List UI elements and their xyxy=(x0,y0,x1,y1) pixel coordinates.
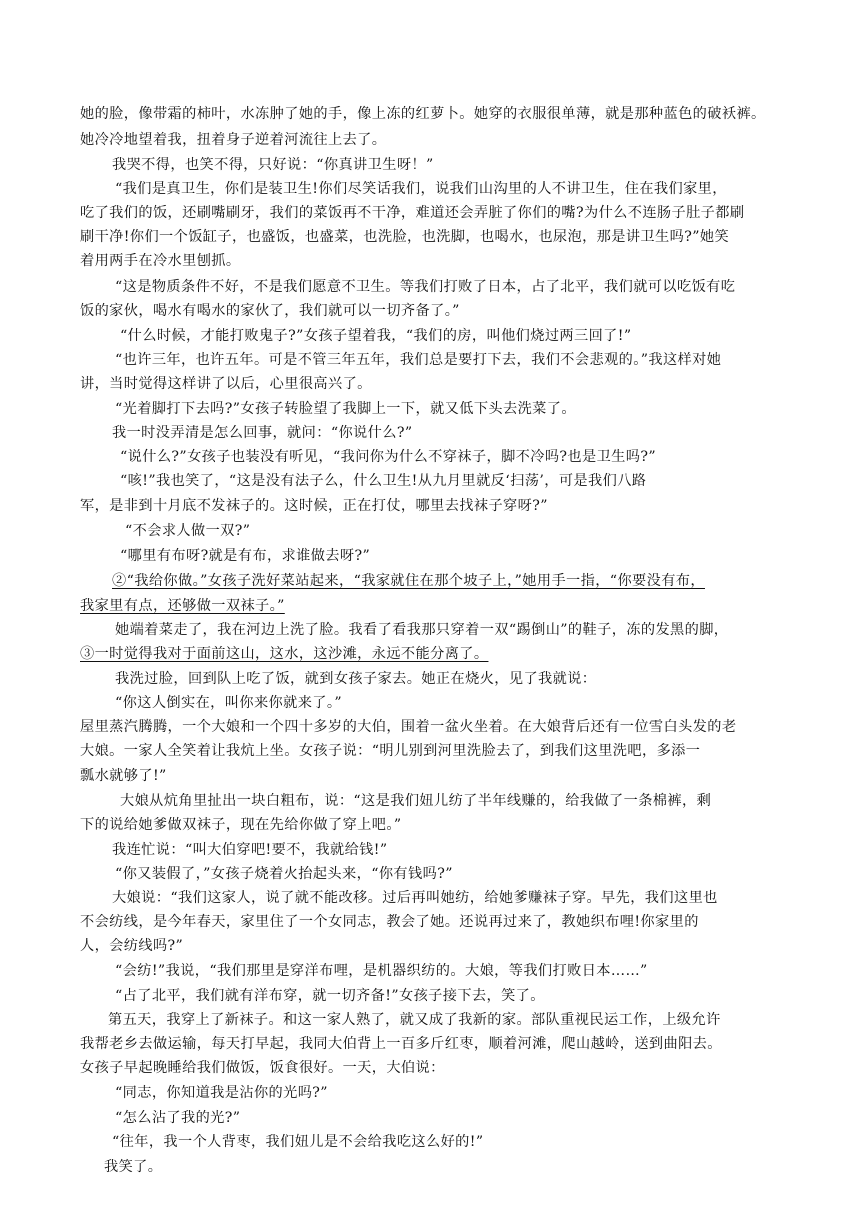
text-line: 大娘。一家人全笑着让我炕上坐。女孩子说：“明儿别到河里洗脸去了，到我们这里洗吧，多添一 xyxy=(80,743,701,759)
text-line: “说什么?”女孩子也装没有听见，“我问你为什么不穿袜子，脚不冷吗?也是卫生吗?” xyxy=(120,449,657,465)
text-line: “往年，我一个人背枣，我们妞儿是不会给我吃这么好的!” xyxy=(112,1134,484,1150)
text-line: 第五天，我穿上了新袜子。和这一家人熟了，就又成了我新的家。部队重视民运工作，上级允许 xyxy=(108,1012,721,1028)
text-line: 军，是非到十月底不发袜子的。这时候，正在打仗，哪里去找袜子穿呀?” xyxy=(80,498,548,514)
text-line: 我连忙说：“叫大伯穿吧!要不，我就给钱!” xyxy=(112,842,388,858)
text-line: 我帮老乡去做运输，每天打早起，我同大伯背上一百多斤红枣，顺着河滩，爬山越岭，送到曲阳去。 xyxy=(80,1036,722,1052)
text-line: 讲，当时觉得这样讲了以后，心里很高兴了。 xyxy=(80,376,372,392)
text-line: “光着脚打下去吗?”女孩子转脸望了我脚上一下，就又低下头去洗菜了。 xyxy=(115,401,576,417)
text-line: 我洗过脸，回到队上吃了饭，就到女孩子家去。她正在烧火，见了我就说： xyxy=(115,671,597,687)
text-line: “我们是真卫生，你们是装卫生!你们尽笑话我们，说我们山沟里的人不讲卫生，住在我们家里， xyxy=(115,181,727,197)
text-line: “你又装假了，”女孩子烧着火抬起头来，“你有钱吗?” xyxy=(115,866,453,882)
text-line: “咳!”我也笑了，“这是没有法子么，什么卫生!从九月里就反‘扫荡’，可是我们八路 xyxy=(120,473,647,489)
text-line: “同志，你知道我是沾你的光吗?” xyxy=(115,1085,328,1101)
text-line: “这是物质条件不好，不是我们愿意不卫生。等我们打败了日本，占了北平，我们就可以吃饭有吃 xyxy=(115,279,736,295)
text-line: “哪里有布呀?就是有布，求谁做去呀?” xyxy=(120,548,371,564)
text-line: “也许三年，也许五年。可是不管三年五年，我们总是要打下去，我们不会悲观的。”我这样对她 xyxy=(115,352,722,368)
text-line: “会纺!”我说，“我们那里是穿洋布哩，是机器织纺的。大娘，等我们打败日本……” xyxy=(115,963,648,979)
text-line: “怎么沾了我的光?” xyxy=(115,1110,241,1126)
text-line: 她冷冷地望着我，扭着身子逆着河流往上去了。 xyxy=(80,132,387,148)
text-line: 她端着菜走了，我在河边上洗了脸。我看了看我那只穿着一双“踢倒山”的鞋子，冻的发黑的脚， xyxy=(115,622,729,638)
text-line: 刷干净!你们一个饭缸子，也盛饭，也盛菜，也洗脸，也洗脚，也喝水，也尿泡，那是讲卫生吗?”她笑 xyxy=(80,229,730,245)
text-line: “不会求人做一双?” xyxy=(125,523,251,539)
underlined-text-line: ③一时觉得我对于面前这山，这水，这沙滩，永远不能分离了。 xyxy=(80,646,489,662)
text-line: 她的脸，像带霜的柿叶，水冻肿了她的手，像上冻的红萝卜。她穿的衣服很单薄，就是那种蓝色的破袄裤。 xyxy=(80,106,766,122)
text-line: 女孩子早起晚睡给我们做饭，饭食很好。一天，大伯说： xyxy=(80,1060,445,1076)
text-line: “占了北平，我们就有洋布穿，就一切齐备!”女孩子接下去，笑了。 xyxy=(115,988,545,1004)
underlined-text-line: 我家里有点，还够做一双袜子。” xyxy=(80,598,285,614)
text-line: “你这人倒实在，叫你来你就来了。” xyxy=(115,695,343,711)
text-line: 瓢水就够了!” xyxy=(80,768,167,784)
text-line: 饭的家伙，喝水有喝水的家伙了，我们就可以一切齐备了。” xyxy=(80,303,460,319)
text-line: 吃了我们的饭，还刷嘴刷牙，我们的菜饭再不干净，难道还会弄脏了你们的嘴?为什么不连肠子肚子都刷 xyxy=(80,205,745,221)
text-line: 大娘从炕角里扯出一块白粗布，说：“这是我们妞儿纺了半年线赚的，给我做了一条棉裤，剩 xyxy=(120,793,712,809)
text-line: 我笑了。 xyxy=(104,1159,163,1175)
text-line: 不会纺线，是今年春天，家里住了一个女同志，教会了她。还说再过来了，教她织布哩!你家里的 xyxy=(80,914,699,930)
text-line: 着用两手在冷水里刨抓。 xyxy=(80,253,241,269)
underlined-text-line: ②“我给你做。”女孩子洗好菜站起来，“我家就住在那个坡子上，”她用手一指，“你要没有布， xyxy=(112,573,705,589)
text-line: 屋里蒸汽腾腾，一个大娘和一个四十多岁的大伯，围着一盆火坐着。在大娘背后还有一位雪白头发的老 xyxy=(80,719,737,735)
text-line: 大娘说：“我们这家人，说了就不能改移。过后再叫她纺，给她爹赚袜子穿。早先，我们这里也 xyxy=(112,890,718,906)
text-line: 人，会纺线吗?” xyxy=(80,938,184,954)
text-line: “什么时候，才能打败鬼子?”女孩子望着我，“我们的房，叫他们烧过两三回了!” xyxy=(120,328,632,344)
text-line: 我哭不得，也笑不得，只好说：“你真讲卫生呀！” xyxy=(112,157,434,173)
text-line: 我一时没弄清是怎么回事，就问：“你说什么?” xyxy=(112,425,413,441)
text-line: 下的说给她爹做双袜子，现在先给你做了穿上吧。” xyxy=(80,817,402,833)
